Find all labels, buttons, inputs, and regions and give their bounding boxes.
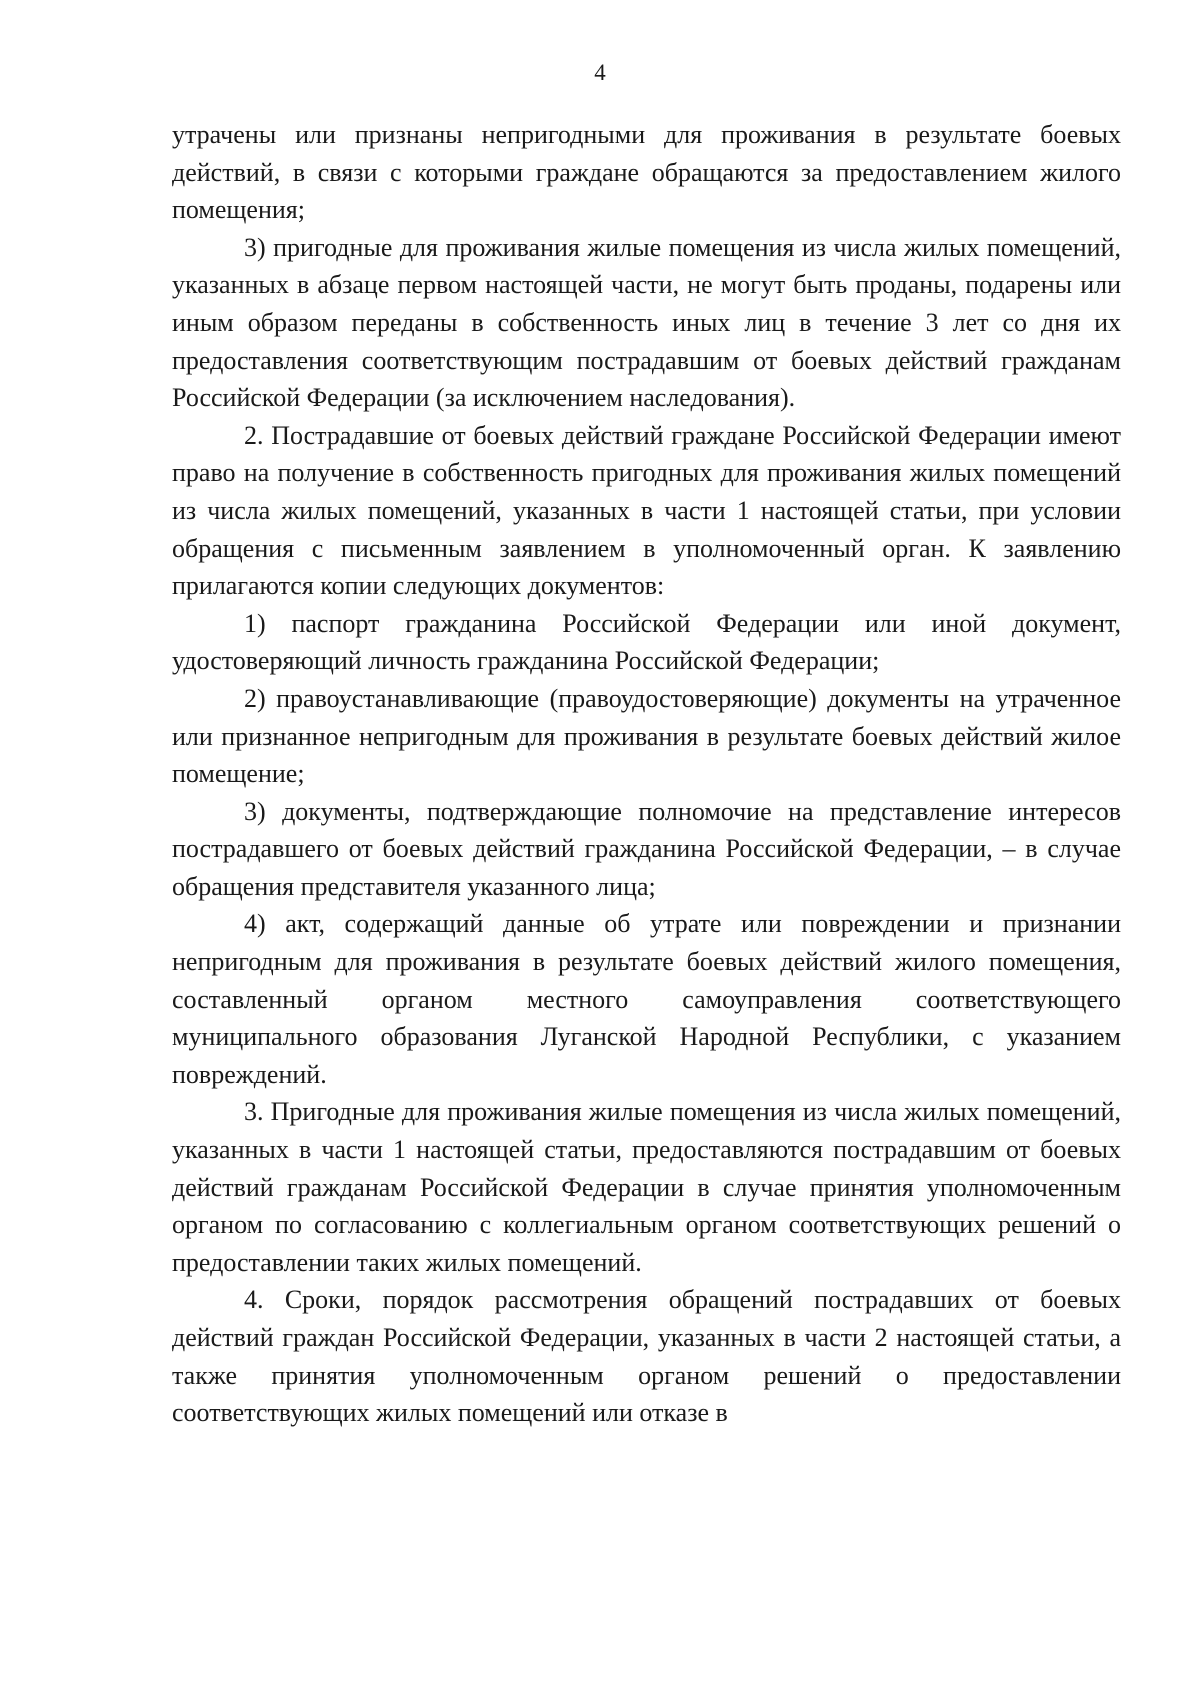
paragraph-doc-item-4: 4) акт, содержащий данные об утрате или повреждении и признании непригодным для проживания в результате боевых действий жилого помещения, составленный органом местного самоуправления соответствующего муниципального образования Луганской Народной Республики, с указанием повреждений. — [172, 909, 1121, 1089]
paragraph-continuation: утрачены или признаны непригодными для проживания в результате боевых действий, в связи с которыми граждане обращаются за предоставлением жилого помещения; — [172, 120, 1121, 225]
paragraph-doc-item-3: 3) документы, подтверждающие полномочие на представление интересов пострадавшего от боевых действий гражданина Российской Федерации, – в случае обращения представителя указанного лица; — [172, 796, 1121, 901]
paragraph-doc-item-1: 1) паспорт гражданина Российской Федерации или иной документ, удостоверяющий личность гражданина Российской Федерации; — [172, 608, 1121, 676]
document-body — [172, 116, 1121, 1432]
paragraph-section-3: 3. Пригодные для проживания жилые помещения из числа жилых помещений, указанных в части 1 настоящей статьи, предоставляются пострадавшим от боевых действий гражданам Российской Федерации в случае принятия уполномоченным органом по согласованию с коллегиальным органом соответствующих решений о предоставлении таких жилых помещений. — [172, 1097, 1121, 1277]
page-number: 4 — [594, 60, 606, 85]
paragraph-item-3: 3) пригодные для проживания жилые помещения из числа жилых помещений, указанных в абзаце первом настоящей части, не могут быть проданы, подарены или иным образом переданы в собственность иных лиц в течение 3 лет со дня их предоставления соответствующим пострадавшим от боевых действий гражданам Российской Федерации (за исключением наследования). — [172, 232, 1121, 413]
paragraph-section-2: 2. Пострадавшие от боевых действий граждане Российской Федерации имеют право на получение в собственность пригодных для проживания жилых помещений из числа жилых помещений, указанных в части 1 настоящей статьи, при условии обращения с письменным заявлением в уполномоченный орган. К заявлению прилагаются копии следующих документов: — [172, 420, 1121, 601]
paragraph-doc-item-2: 2) правоустанавливающие (правоудостоверяющие) документы на утраченное или признанное непригодным для проживания в результате боевых действий жилое помещение; — [172, 683, 1121, 789]
paragraph-section-4: 4. Сроки, порядок рассмотрения обращений пострадавших от боевых действий граждан Российской Федерации, указанных в части 2 настоящей статьи, а также принятия уполномоченным органом решений о предоставлении соответствующих жилых помещений или отказе в — [172, 1285, 1121, 1428]
